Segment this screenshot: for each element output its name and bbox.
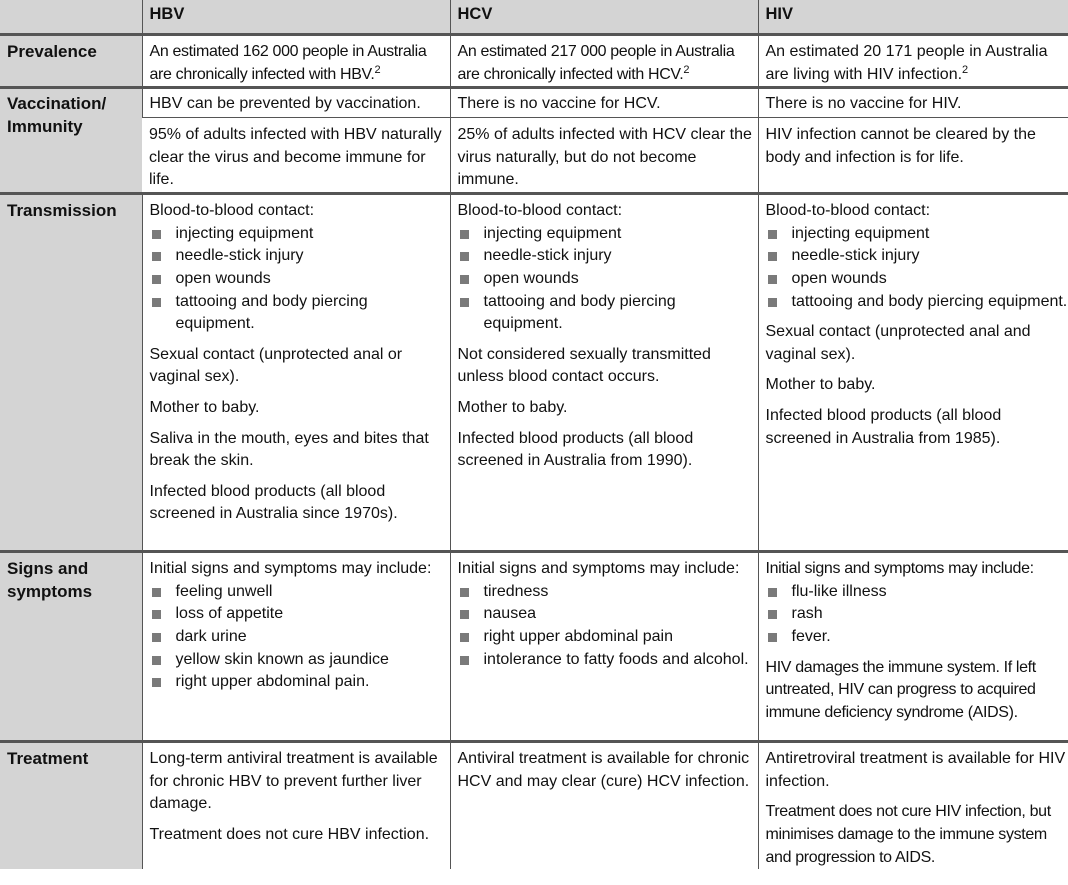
transmission-hbv-para: Saliva in the mouth, eyes and bites that break the skin. [149,429,429,470]
treatment-hiv-cell [758,742,1068,869]
transmission-hcv-para: Not considered sexually transmitted unless blood contact occurs. [457,345,711,386]
prevalence-hcv-text: An estimated 217 000 people in Australia are chronically infected with HCV. [457,43,735,83]
list-item: tattooing and body piercing equipment. [150,291,450,336]
prevalence-hiv-text: An estimated 20 171 people in Australia are living with HIV infection. [765,43,1048,83]
immunity-hiv-cell: HIV infection cannot be cleared by the body and infection is for life. [758,118,1068,194]
prevalence-hbv-cell [142,35,450,88]
transmission-hiv-para: Infected blood products (all blood screened in Australia from 1985). [765,406,1002,447]
transmission-hcv-para: Mother to baby. [457,398,568,416]
treatment-hbv-cell [142,742,450,869]
signs-row [0,552,1068,742]
signs-hcv-lead: Initial signs and symptoms may include: [457,560,740,578]
vaccination-hcv-cell: There is no vaccine for HCV. [450,88,758,118]
treatment-hbv-para: Treatment does not cure HBV infection. [149,825,430,843]
transmission-row [0,194,1068,552]
list-item: needle-stick injury [150,245,450,268]
transmission-hbv-para: Infected blood products (all blood screened in Australia since 1970s). [149,482,398,523]
transmission-hiv-cell [758,194,1068,552]
vaccination-hbv-cell: HBV can be prevented by vaccination. [142,88,450,118]
prevalence-hcv-ref: 2 [683,63,690,76]
prevalence-hiv-ref: 2 [962,63,969,76]
signs-hiv-cell [758,552,1068,742]
list-item: dark urine [150,626,450,649]
transmission-hcv-cell [450,194,758,552]
signs-hbv-lead: Initial signs and symptoms may include: [149,560,432,578]
prevalence-hbv-text: An estimated 162 000 people in Australia are chronically infected with HBV. [149,43,427,83]
list-item: injecting equipment [150,223,450,246]
signs-hbv-list [150,581,450,694]
treatment-hcv-para: Antiviral treatment is available for chronic HCV and may clear (cure) HCV infection. [457,750,750,790]
list-item: tiredness [458,581,758,604]
treatment-hiv-para: Antiretroviral treatment is available for HIV infection. [765,750,1066,790]
transmission-hcv-para: Infected blood products (all blood screened in Australia from 1990). [457,429,694,470]
signs-hiv-list [766,581,1068,649]
list-item: open wounds [766,268,1068,291]
list-item: fever. [766,626,1068,649]
transmission-hbv-para: Sexual contact (unprotected anal or vaginal sex). [149,345,403,386]
vaccination-row [0,88,1068,118]
list-item: open wounds [150,268,450,291]
header-blank-cell [0,0,142,35]
transmission-hbv-list [150,223,450,336]
signs-hcv-cell [450,552,758,742]
header-hcv: HCV [450,0,758,35]
transmission-hbv-para: Mother to baby. [149,398,260,416]
signs-hiv-lead: Initial signs and symptoms may include: [765,560,1034,578]
list-item: open wounds [458,268,758,291]
prevalence-label: Prevalence [0,35,142,88]
list-item: injecting equipment [766,223,1068,246]
list-item: flu-like illness [766,581,1068,604]
prevalence-hiv-cell [758,35,1068,88]
vaccination-label: Vaccination/ Immunity [0,88,142,194]
transmission-hbv-lead: Blood-to-blood contact: [149,202,315,220]
list-item: intolerance to fatty foods and alcohol. [458,649,758,672]
list-item: tattooing and body piercing equipment. [458,291,758,336]
list-item: right upper abdominal pain. [150,671,450,694]
list-item: right upper abdominal pain [458,626,758,649]
immunity-hcv-cell: 25% of adults infected with HCV clear the virus naturally, but do not become immune. [450,118,758,194]
transmission-label: Transmission [0,194,142,552]
treatment-hbv-para: Long-term antiviral treatment is available for chronic HBV to prevent further liver damage. [149,750,438,813]
list-item: feeling unwell [150,581,450,604]
transmission-hcv-list [458,223,758,336]
signs-hiv-note: HIV damages the immune system. If left untreated, HIV can progress to acquired immune deficiency syndrome (AIDS). [765,658,1036,721]
treatment-row [0,742,1068,869]
treatment-hcv-cell [450,742,758,869]
list-item: loss of appetite [150,603,450,626]
prevalence-row [0,35,1068,88]
signs-hbv-cell [142,552,450,742]
transmission-hiv-lead: Blood-to-blood contact: [765,202,931,220]
transmission-hiv-list [766,223,1068,313]
vaccination-hiv-cell: There is no vaccine for HIV. [758,88,1068,118]
prevalence-hbv-ref: 2 [374,63,381,76]
transmission-hbv-cell [142,194,450,552]
transmission-hiv-para: Sexual contact (unprotected anal and vaginal sex). [765,323,1031,363]
signs-hcv-list [458,581,758,671]
header-row [0,0,1068,35]
header-hiv: HIV [758,0,1068,35]
list-item: needle-stick injury [766,245,1068,268]
treatment-hiv-para: Treatment does not cure HIV infection, but minimises damage to the immune system and progression to AIDS. [765,803,1051,866]
prevalence-hcv-cell [450,35,758,88]
list-item: rash [766,603,1068,626]
list-item: tattooing and body piercing equipment. [766,291,1068,314]
list-item: needle-stick injury [458,245,758,268]
transmission-hcv-lead: Blood-to-blood contact: [457,202,623,220]
header-hbv: HBV [142,0,450,35]
immunity-hbv-cell: 95% of adults infected with HBV naturally clear the virus and become immune for life. [142,118,450,194]
immunity-row [0,118,1068,194]
treatment-label: Treatment [0,742,142,869]
signs-label: Signs and symptoms [0,552,142,742]
list-item: yellow skin known as jaundice [150,649,450,672]
list-item: injecting equipment [458,223,758,246]
transmission-hiv-para: Mother to baby. [765,376,876,394]
list-item: nausea [458,603,758,626]
